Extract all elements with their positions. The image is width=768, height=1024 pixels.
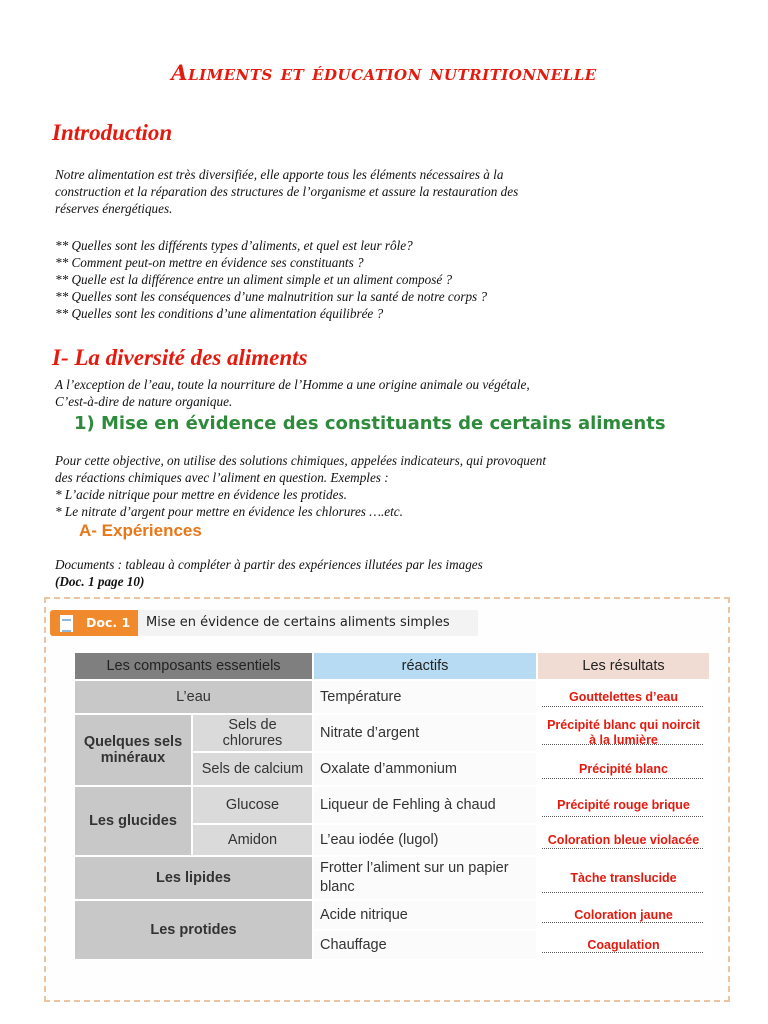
document-icon [58, 613, 75, 634]
intro-questions [55, 237, 695, 322]
result-cell [537, 680, 710, 714]
subcategory-cell: Sels de chlorures [192, 714, 313, 752]
subsection1-line: des réactions chimiques avec l’aliment en question. Exemples : [55, 470, 389, 485]
subsection-heading-mise-en-evidence: 1) Mise en évidence des constituants de certains aliments [74, 413, 666, 434]
section1-line: A l’exception de l’eau, toute la nourriture de l’Homme a une origine animale ou végétale, [55, 377, 530, 392]
result-cell [537, 930, 710, 960]
result-cell [537, 824, 710, 856]
subcategory-cell: Amidon [192, 824, 313, 856]
table-row [74, 714, 710, 752]
result-answer: Coloration jaune [574, 907, 673, 922]
category-lipides: Les lipides [74, 856, 313, 900]
result-cell [537, 856, 710, 900]
section1-text [55, 376, 695, 410]
intro-line: construction et la réparation des structures de l’organisme et assure la restauration des [55, 184, 519, 199]
reagent-cell: Chauffage [313, 930, 537, 960]
result-answer: Coloration bleue violacée [547, 832, 700, 847]
question-item: ** Quelles sont les conditions d’une alimentation équilibrée ? [55, 306, 384, 321]
reagent-cell: L’eau iodée (lugol) [313, 824, 537, 856]
answer-line [542, 848, 703, 849]
intro-paragraph [55, 166, 695, 217]
reagent-cell: Liqueur de Fehling à chaud [313, 786, 537, 824]
reagent-cell: Oxalate d’ammonium [313, 752, 537, 786]
intro-line: réserves énergétiques. [55, 201, 173, 216]
subsection-heading-experiences: A- Expériences [79, 521, 202, 540]
intro-line: Notre alimentation est très diversifiée, elle apporte tous les éléments nécessaires à la [55, 167, 504, 182]
result-cell [537, 786, 710, 824]
question-item: ** Quelle est la différence entre un aliment simple et un aliment composé ? [55, 272, 453, 287]
result-cell [537, 900, 710, 930]
doc-tab-label: Doc. 1 [86, 615, 131, 630]
experiences-line: Documents : tableau à compléter à partir des expériences illutées par les images [55, 557, 483, 572]
intro-heading: Introduction [52, 120, 173, 145]
reagent-cell: Température [313, 680, 537, 714]
subcategory-cell: Sels de calcium [192, 752, 313, 786]
result-answer: Coagulation [587, 937, 660, 952]
result-cell [537, 752, 710, 786]
experiences-line: (Doc. 1 page 10) [55, 574, 145, 589]
table-row [74, 786, 710, 824]
doc-tab [50, 610, 138, 636]
answer-line [542, 816, 703, 817]
question-item: ** Quelles sont les différents types d’aliments, et quel est leur rôle? [55, 238, 413, 253]
subsection1-line: Pour cette objective, on utilise des solutions chimiques, appelées indicateurs, qui provoquent [55, 453, 547, 468]
result-cell [537, 714, 710, 752]
table-row [74, 680, 710, 714]
result-answer: Précipité rouge brique [557, 797, 690, 812]
answer-line [542, 892, 703, 893]
header-results: Les résultats [537, 652, 710, 680]
result-answer: Gouttelettes d’eau [568, 689, 679, 704]
result-answer: Tàche translucide [570, 870, 677, 885]
doc-caption: Mise en évidence de certains aliments simples [138, 610, 478, 636]
table-row [74, 900, 710, 930]
reagent-cell: Frotter l’aliment sur un papier blanc [313, 856, 537, 900]
section1-line: C’est-à-dire de nature organique. [55, 394, 233, 409]
category-glucides: Les glucides [74, 786, 192, 856]
result-answer: Précipité blanc [579, 761, 668, 776]
subsection1-line: * Le nitrate d’argent pour mettre en évidence les chlorures ….etc. [55, 504, 403, 519]
result-answer: Précipité blanc qui noircit à la lumière [547, 718, 700, 747]
experiences-text [55, 556, 695, 590]
results-table [73, 651, 711, 961]
category-protides: Les protides [74, 900, 313, 960]
answer-line [542, 706, 703, 707]
answer-line [542, 778, 703, 779]
reagent-cell: Acide nitrique [313, 900, 537, 930]
page-title: Aliments et éducation nutritionnelle [171, 60, 597, 85]
category-sels: Quelques sels minéraux [74, 714, 192, 786]
subcategory-cell: Glucose [192, 786, 313, 824]
reagent-cell: Nitrate d’argent [313, 714, 537, 752]
category-eau: L’eau [74, 680, 313, 714]
header-reagents: réactifs [313, 652, 537, 680]
section-heading-diversite: I- La diversité des aliments [52, 345, 308, 370]
table-row [74, 856, 710, 900]
table-header-row [74, 652, 710, 680]
header-components: Les composants essentiels [74, 652, 313, 680]
question-item: ** Quelles sont les conséquences d’une malnutrition sur la santé de notre corps ? [55, 289, 488, 304]
subsection1-text [55, 452, 695, 520]
subsection1-line: * L’acide nitrique pour mettre en évidence les protides. [55, 487, 347, 502]
question-item: ** Comment peut-on mettre en évidence ses constituants ? [55, 255, 364, 270]
